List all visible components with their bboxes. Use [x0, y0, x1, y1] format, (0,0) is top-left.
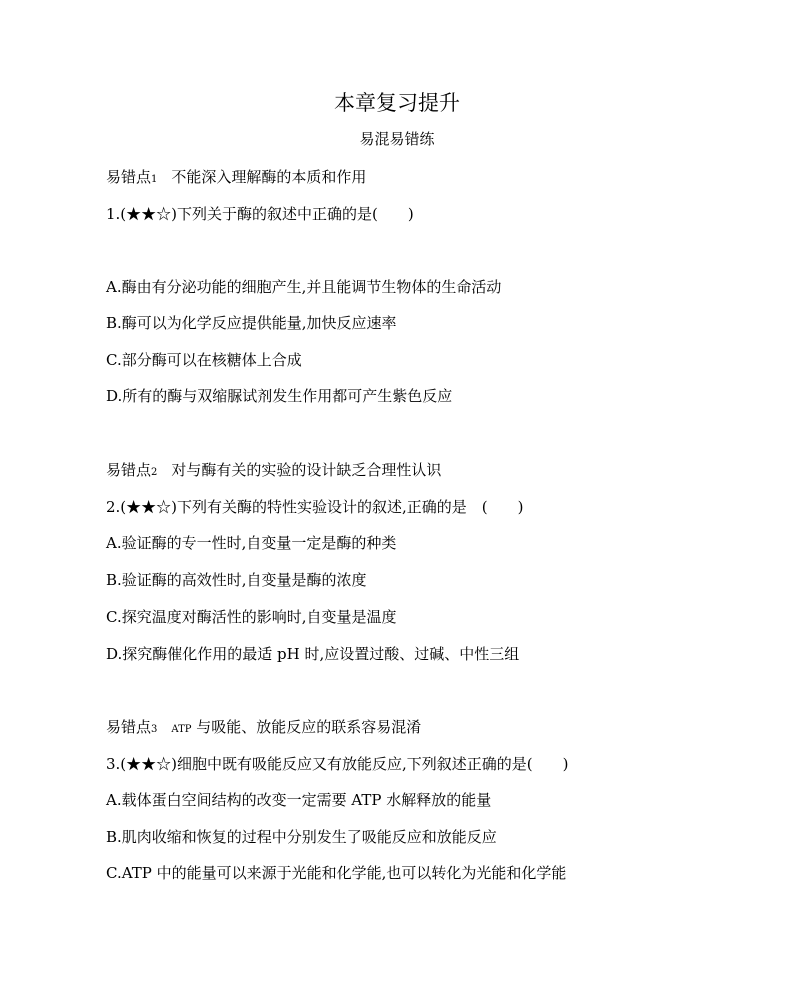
section-heading-2 [106, 458, 746, 485]
question-2-option-d: D.探究酶催化作用的最适 pH 时,应设置过酸、过碱、中性三组 [106, 645, 520, 663]
section-topic: 不能深入理解酶的本质和作用 [171, 168, 367, 186]
section-number: 3 [151, 724, 158, 735]
question-stem-2: 2.(★★☆)下列有关酶的特性实验设计的叙述,正确的是 ( ) [106, 498, 524, 516]
question-2-option-c: C.探究温度对酶活性的影响时,自变量是温度 [106, 608, 397, 626]
question-1-option-a: A.酶由有分泌功能的细胞产生,并且能调节生物体的生命活动 [106, 278, 502, 296]
question-2-option-b: B.验证酶的高效性时,自变量是酶的浓度 [106, 571, 367, 589]
question-1-option-c: C.部分酶可以在核糖体上合成 [106, 351, 302, 369]
question-1-option-b: B.酶可以为化学反应提供能量,加快反应速率 [106, 314, 397, 332]
section-heading-3 [106, 715, 746, 742]
page-title: 本章复习提升 [334, 91, 460, 115]
section-label: 易错点 [106, 718, 152, 736]
section-topic: 对与酶有关的实验的设计缺乏合理性认识 [171, 461, 442, 479]
question-2-option-a: A.验证酶的专一性时,自变量一定是酶的种类 [106, 534, 397, 552]
question-3-option-b: B.肌肉收缩和恢复的过程中分别发生了吸能反应和放能反应 [106, 828, 497, 846]
section-heading-1 [106, 165, 746, 192]
question-stem-1: 1.(★★☆)下列关于酶的叙述中正确的是( ) [106, 205, 414, 223]
section-topic: 与吸能、放能反应的联系容易混淆 [196, 718, 422, 736]
question-stem-3: 3.(★★☆)细胞中既有吸能反应又有放能反应,下列叙述正确的是( ) [106, 755, 569, 773]
section-number: 2 [151, 467, 158, 478]
question-3-option-a: A.载体蛋白空间结构的改变一定需要 ATP 水解释放的能量 [106, 791, 492, 809]
section-label: 易错点 [106, 461, 152, 479]
question-1-option-d: D.所有的酶与双缩脲试剂发生作用都可产生紫色反应 [106, 387, 453, 405]
page-subtitle: 易混易错练 [359, 130, 435, 148]
section-number: 1 [151, 174, 158, 185]
section-label: 易错点 [106, 168, 152, 186]
section-topic-prefix: ATP [171, 724, 192, 735]
question-3-option-c: C.ATP 中的能量可以来源于光能和化学能,也可以转化为光能和化学能 [106, 864, 567, 882]
